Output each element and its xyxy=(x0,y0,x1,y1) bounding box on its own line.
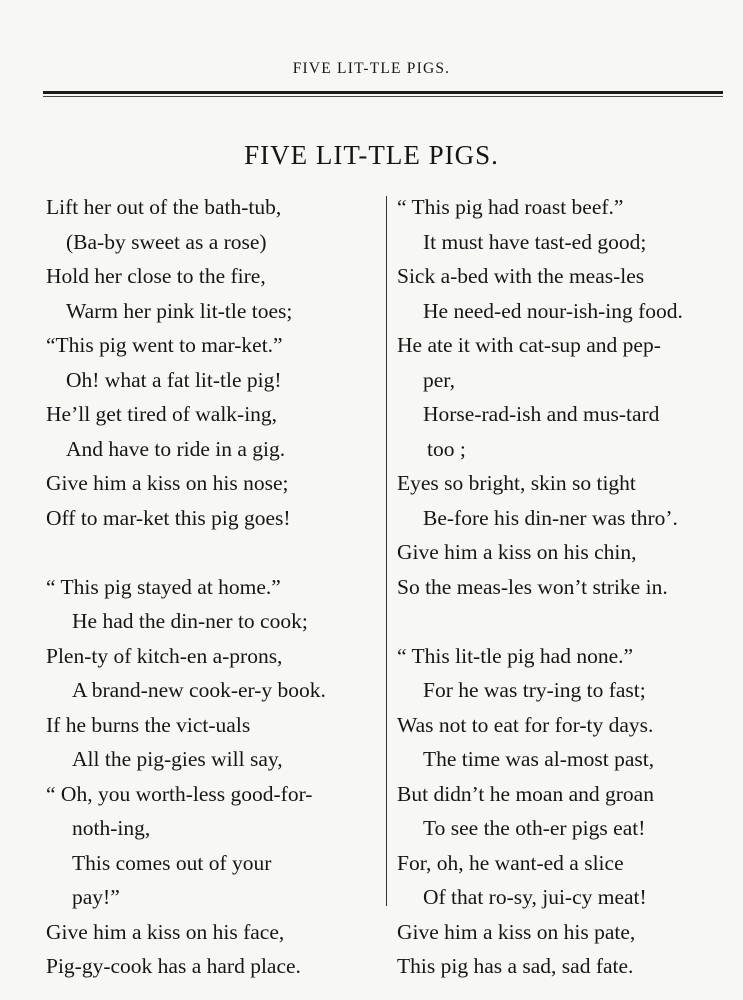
poem-line: It must have tast-ed good; xyxy=(423,229,647,254)
poem-line: per, xyxy=(423,367,455,392)
poem-line: Give him a kiss on his pate, xyxy=(397,919,636,944)
poem-line: But didn’t he moan and groan xyxy=(397,781,654,806)
running-head: FIVE LIT-TLE PIGS. xyxy=(292,60,451,77)
poem-line: This comes out of your xyxy=(72,850,272,875)
poem-line: So the meas-les won’t strike in. xyxy=(397,574,668,599)
stanza-break xyxy=(46,535,382,570)
poem-line: Hold her close to the fire, xyxy=(46,264,266,288)
poem-line: “This pig went to mar-ket.” xyxy=(46,333,283,357)
poem-title: FIVE LIT-TLE PIGS. xyxy=(244,140,499,170)
poem-line: Give him a kiss on his face, xyxy=(46,919,285,944)
poem-line: “ This pig stayed at home.” xyxy=(46,574,281,599)
poem-line: “ This pig had roast beef.” xyxy=(397,195,624,219)
poem-line: Sick a-bed with the meas-les xyxy=(397,264,645,288)
stanza-break xyxy=(397,604,732,639)
poem-line: “ This lit-tle pig had none.” xyxy=(397,643,634,668)
poem-line: A brand-new cook-er-y book. xyxy=(72,678,326,702)
poem-line: To see the oth-er pigs eat! xyxy=(423,816,646,840)
poem-line: The time was al-most past, xyxy=(423,747,655,771)
poem-line: “ Oh, you worth-less good-for- xyxy=(46,781,313,806)
poem-line: He ate it with cat-sup and pep- xyxy=(397,333,661,357)
header-rule xyxy=(43,91,723,94)
poem-line: He’ll get tired of walk-ing, xyxy=(46,402,278,426)
poem-line: noth-ing, xyxy=(72,816,151,840)
poem-line: Was not to eat for for-ty days. xyxy=(397,712,654,737)
poem-line: And have to ride in a gig. xyxy=(66,436,286,461)
poem-line: pay!” xyxy=(72,885,120,909)
poem-line: too ; xyxy=(427,436,466,461)
header-rule-thin xyxy=(43,96,723,97)
poem-line: All the pig-gies will say, xyxy=(72,747,283,771)
poem-line: Horse-rad-ish and mus-tard xyxy=(423,402,660,426)
poem-line: This pig has a sad, sad fate. xyxy=(397,954,634,978)
poem-line: Warm her pink lit-tle toes; xyxy=(66,298,293,323)
poem-line: Plen-ty of kitch-en a-prons, xyxy=(46,643,283,668)
poem-line: Give him a kiss on his nose; xyxy=(46,471,289,495)
column-divider xyxy=(386,196,387,906)
poem-line: Lift her out of the bath-tub, xyxy=(46,195,282,219)
poem-line: Of that ro-sy, jui-cy meat! xyxy=(423,885,647,909)
poem-line: For, oh, he want-ed a slice xyxy=(397,850,624,875)
poem-line: For he was try-ing to fast; xyxy=(423,678,646,702)
poem-line: Oh! what a fat lit-tle pig! xyxy=(66,367,282,392)
poem-line: (Ba-by sweet as a rose) xyxy=(66,229,267,254)
left-column xyxy=(46,190,382,984)
poem-line: If he burns the vict-uals xyxy=(46,712,251,737)
poem-line: He need-ed nour-ish-ing food. xyxy=(423,298,683,323)
poem-line: Give him a kiss on his chin, xyxy=(397,540,637,564)
poem-line: Off to mar-ket this pig goes! xyxy=(46,505,291,530)
poem-line: He had the din-ner to cook; xyxy=(72,609,308,633)
right-column xyxy=(397,190,732,984)
poem-line: Pig-gy-cook has a hard place. xyxy=(46,954,301,978)
poem-line: Eyes so bright, skin so tight xyxy=(397,471,636,495)
poem-line: Be-fore his din-ner was thro’. xyxy=(423,505,678,530)
